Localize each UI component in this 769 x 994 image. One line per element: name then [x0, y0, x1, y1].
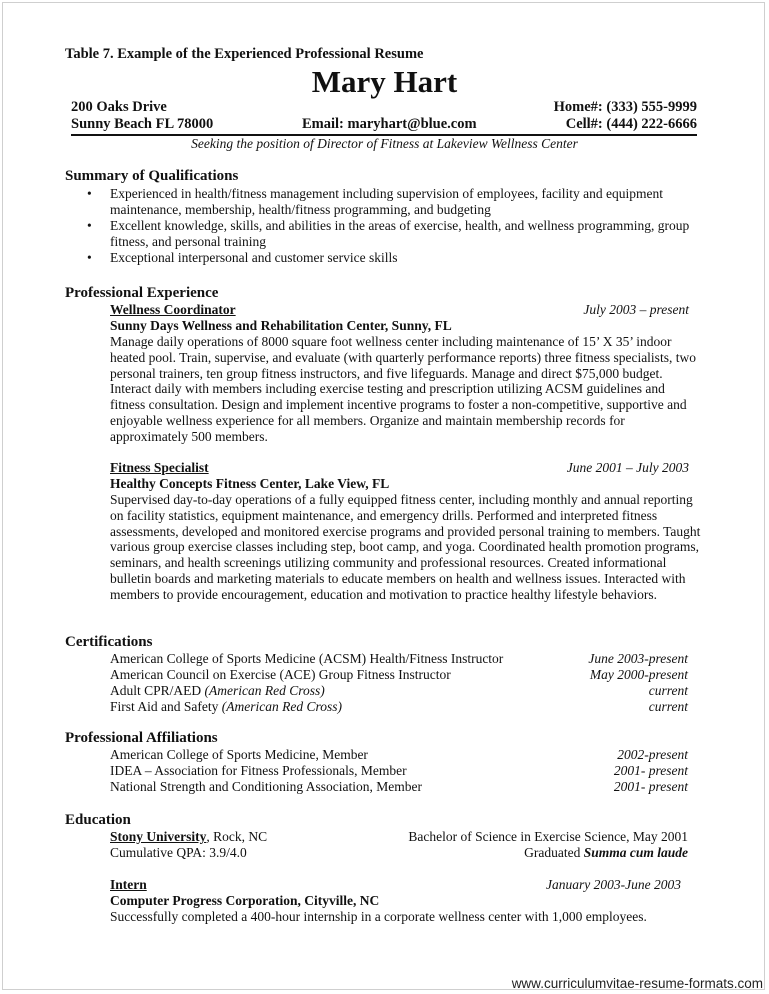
cell-phone: Cell#: (444) 222-6666	[565, 116, 697, 132]
bullet-icon: •	[87, 250, 92, 265]
home-phone: Home#: (333) 555-9999	[553, 99, 697, 115]
experience-heading: Professional Experience	[65, 285, 219, 301]
affiliations-heading: Professional Affiliations	[65, 730, 218, 746]
address-line-1: 200 Oaks Drive	[71, 99, 167, 115]
email-address: Email: maryhart@blue.com	[302, 116, 477, 132]
job-title: Wellness Coordinator	[110, 302, 236, 317]
job-description: Supervised day-to-day operations of a fully equipped fitness center, including monthly and annual reporting on facility statistics, equipment maintenance, and emergency drills. Performed and interpreted fitness assessments, developed and monitored exercise programs and provided personal training to members. Taught various group exercise classes including step, boot camp, and yoga. Coordinated health promotion programs, seminars, and health screenings utilizing community and professional resources. Created informational bulletin boards and marketing materials to educate members on health and wellness issues. Interacted with members to provide encouragement, education and motivation to practice healthy lifestyle behaviors.	[110, 492, 701, 602]
intern-description: Successfully completed a 400-hour internship in a corporate wellness center with 1,000 employees.	[110, 909, 647, 924]
affiliation-date: 2002-present	[617, 747, 688, 762]
bullet-icon: •	[87, 186, 92, 201]
job-date: July 2003 – present	[583, 302, 689, 317]
education-heading: Education	[65, 812, 131, 828]
affiliation-date: 2001- present	[613, 763, 688, 778]
table-title: Table 7. Example of the Experienced Professional Resume	[65, 46, 424, 62]
certification-date: current	[648, 683, 688, 698]
certification-date: current	[648, 699, 688, 714]
degree: Bachelor of Science in Exercise Science, May 2001	[408, 829, 688, 844]
certification-date: May 2000-present	[589, 667, 688, 682]
school-location: , Rock, NC	[206, 829, 268, 844]
qpa: Cumulative QPA: 3.9/4.0	[110, 845, 247, 860]
job-company: Sunny Days Wellness and Rehabilitation Center, Sunny, FL	[110, 318, 452, 333]
intern-date: January 2003-June 2003	[546, 877, 681, 892]
intern-company: Computer Progress Corporation, Cityville, NC	[110, 893, 380, 908]
summary-list	[87, 186, 707, 266]
summary-item: • Exceptional interpersonal and customer service skills	[87, 250, 398, 265]
intern-title: Intern	[110, 877, 147, 892]
school-name: Stony University	[110, 829, 207, 844]
watermark-url: www.curriculumvitae-resume-formats.com	[511, 976, 763, 991]
job-company: Healthy Concepts Fitness Center, Lake View, FL	[110, 476, 390, 491]
certification-org: (American Red Cross)	[221, 699, 342, 714]
honors: Summa cum laude	[583, 845, 688, 860]
objective: Seeking the position of Director of Fitness at Lakeview Wellness Center	[191, 136, 578, 151]
affiliation-date: 2001- present	[613, 779, 688, 794]
certification-org: (American Red Cross)	[204, 683, 325, 698]
certification-date: June 2003-present	[588, 651, 688, 666]
job-title: Fitness Specialist	[110, 460, 209, 475]
summary-heading: Summary of Qualifications	[65, 168, 239, 184]
candidate-name: Mary Hart	[311, 64, 458, 99]
address-line-2: Sunny Beach FL 78000	[71, 116, 214, 132]
certifications-heading: Certifications	[65, 634, 153, 650]
job-date: June 2001 – July 2003	[566, 460, 689, 475]
summary-item: • Experienced in health/fitness management including supervision of employees, facility and equipment maintenance, membership, health/fitness programming, and budgeting	[87, 186, 663, 217]
job-description: Manage daily operations of 8000 square foot wellness center including maintenance of 15’ X 35’ indoor heated pool. Train, supervise, and evaluate (with quarterly performance reports) three fitness specialists, two personal trainers, ten group fitness instructors, and five lifeguards. Manage and direct $75,000 budget. Interact daily with members including exercise testing and prescription utilizing ACSM guidelines and fitness consultation. Design and implement incentive programs to foster a non-competitive, supportive and enjoyable wellness experience for all members. Organize and maintain membership records for approximately 500 members.	[110, 334, 696, 444]
bullet-icon: •	[87, 218, 92, 233]
summary-item: • Excellent knowledge, skills, and abilities in the areas of exercise, health, and wellness programming, group fitness, and personal training	[87, 218, 690, 249]
